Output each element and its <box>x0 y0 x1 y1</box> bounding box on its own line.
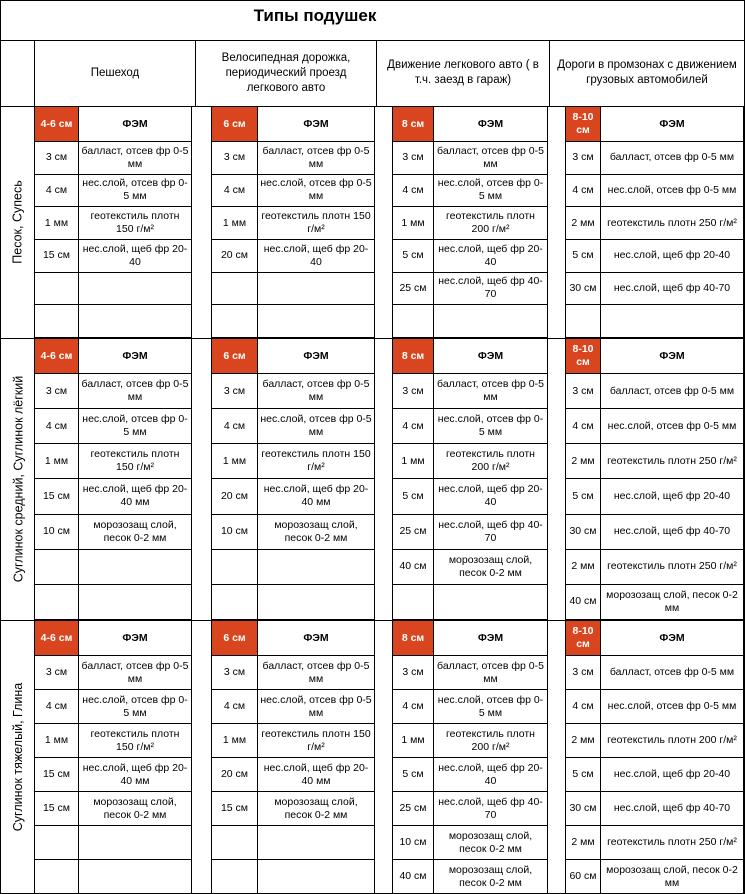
layer-material: морозозащ слой, песок 0-2 мм <box>258 792 375 826</box>
layer-material: нес.слой, щеб фр 20-40 мм <box>258 479 375 514</box>
layer-thickness: 20 см <box>211 758 258 792</box>
layer-thickness: 10 см <box>34 515 79 550</box>
layer-thickness: 3 см <box>211 374 258 409</box>
layer-material <box>601 305 744 338</box>
layer-thickness: 3 см <box>392 142 434 175</box>
layer-material: нес.слой, щеб фр 40-70 <box>601 792 744 826</box>
thickness-badge: 8-10 см <box>565 620 601 656</box>
layer-material: балласт, отсев фр 0-5 мм <box>79 656 192 690</box>
layer-material <box>258 585 375 620</box>
layer-material: геотекстиль плотн 150 г/м² <box>258 444 375 479</box>
layer-thickness: 15 см <box>34 240 79 273</box>
layer-material: балласт, отсев фр 0-5 мм <box>258 374 375 409</box>
layer-material <box>79 860 192 894</box>
thickness-badge: 4-6 см <box>34 338 79 374</box>
layer-material <box>258 860 375 894</box>
layer-material: геотекстиль плотн 200 г/м² <box>434 724 548 758</box>
layer-thickness: 4 см <box>565 409 601 444</box>
thickness-badge: 8 см <box>392 338 434 374</box>
layer-material: морозозащ слой, песок 0-2 мм <box>434 550 548 585</box>
layer-material: балласт, отсев фр 0-5 мм <box>601 656 744 690</box>
layer-material: геотекстиль плотн 150 г/м² <box>79 207 192 240</box>
layer-thickness: 4 см <box>565 175 601 208</box>
layer-material: нес.слой, щеб фр 20-40 <box>601 240 744 273</box>
layer-material: морозозащ слой, песок 0-2 мм <box>79 515 192 550</box>
layer-thickness: 15 см <box>34 758 79 792</box>
column-header: Движение легкового авто ( в т.ч. заезд в гараж) <box>387 59 539 86</box>
layer-material: нес.слой, отсев фр 0-5 мм <box>601 690 744 724</box>
layer-thickness: 4 см <box>565 690 601 724</box>
layer-thickness: 3 см <box>34 374 79 409</box>
layer-material: геотекстиль плотн 250 г/м² <box>601 550 744 585</box>
layer-material: геотекстиль плотн 250 г/м² <box>601 207 744 240</box>
layer-material: балласт, отсев фр 0-5 мм <box>79 142 192 175</box>
layer-thickness: 4 см <box>211 409 258 444</box>
layer-material: нес.слой, щеб фр 20-40 <box>434 240 548 273</box>
layer-thickness <box>211 826 258 860</box>
layer-thickness: 3 см <box>392 374 434 409</box>
layer-material: нес.слой, отсев фр 0-5 мм <box>79 409 192 444</box>
layer-thickness: 4 см <box>34 409 79 444</box>
thickness-badge: 6 см <box>211 106 258 142</box>
layer-material: балласт, отсев фр 0-5 мм <box>434 374 548 409</box>
layer-material <box>79 585 192 620</box>
fem-label: ФЭМ <box>258 620 375 656</box>
layer-thickness: 1 мм <box>211 444 258 479</box>
fem-label: ФЭМ <box>258 106 375 142</box>
layer-thickness: 5 см <box>565 479 601 514</box>
layer-material: нес.слой, щеб фр 20-40 <box>434 479 548 514</box>
layer-material: нес.слой, щеб фр 20-40 <box>601 479 744 514</box>
layer-thickness: 40 см <box>392 860 434 894</box>
layer-thickness: 5 см <box>392 240 434 273</box>
column-header: Дороги в промзонах с движением грузовых автомобилей <box>557 59 737 86</box>
layer-thickness: 2 мм <box>565 207 601 240</box>
layer-material: нес.слой, щеб фр 20-40 <box>601 758 744 792</box>
layer-material: нес.слой, отсев фр 0-5 мм <box>258 409 375 444</box>
soil-label-text: Суглинок средний, Суглинок лёгкий <box>11 375 25 583</box>
layer-thickness: 2 мм <box>565 724 601 758</box>
layer-thickness: 5 см <box>565 758 601 792</box>
column-header: Велосипедная дорожка, периодический проезд легкового авто <box>221 51 351 94</box>
layer-material: геотекстиль плотн 200 г/м² <box>434 444 548 479</box>
layer-material: геотекстиль плотн 200 г/м² <box>601 724 744 758</box>
layer-material: нес.слой, щеб фр 20-40 мм <box>79 758 192 792</box>
layer-thickness <box>392 305 434 338</box>
layer-material: нес.слой, отсев фр 0-5 мм <box>79 175 192 208</box>
layer-material: морозозащ слой, песок 0-2 мм <box>601 585 744 620</box>
layer-material: нес.слой, щеб фр 40-70 <box>601 273 744 306</box>
layer-thickness: 4 см <box>211 690 258 724</box>
thickness-badge: 8 см <box>392 620 434 656</box>
fem-label: ФЭМ <box>434 106 548 142</box>
fem-label: ФЭМ <box>601 106 744 142</box>
layer-thickness <box>392 585 434 620</box>
layer-thickness <box>565 305 601 338</box>
layer-material: нес.слой, отсев фр 0-5 мм <box>434 175 548 208</box>
layer-thickness: 15 см <box>211 792 258 826</box>
layer-thickness <box>34 860 79 894</box>
layer-material: морозозащ слой, песок 0-2 мм <box>434 860 548 894</box>
layer-material: нес.слой, отсев фр 0-5 мм <box>434 409 548 444</box>
layer-thickness: 3 см <box>565 142 601 175</box>
layer-thickness: 2 мм <box>565 826 601 860</box>
layer-thickness: 1 мм <box>34 207 79 240</box>
layer-thickness: 4 см <box>34 690 79 724</box>
layer-material: балласт, отсев фр 0-5 мм <box>258 142 375 175</box>
layer-thickness: 15 см <box>34 479 79 514</box>
layer-material: геотекстиль плотн 150 г/м² <box>258 724 375 758</box>
fem-label: ФЭМ <box>434 620 548 656</box>
layer-material: морозозащ слой, песок 0-2 мм <box>434 826 548 860</box>
layer-material <box>79 826 192 860</box>
thickness-badge: 4-6 см <box>34 620 79 656</box>
layer-thickness: 15 см <box>34 792 79 826</box>
layer-thickness: 1 мм <box>392 207 434 240</box>
layer-material: нес.слой, щеб фр 20-40 мм <box>79 479 192 514</box>
layer-thickness: 3 см <box>565 374 601 409</box>
layer-thickness: 5 см <box>392 758 434 792</box>
layer-thickness: 1 мм <box>392 444 434 479</box>
layer-material: морозозащ слой, песок 0-2 мм <box>601 860 744 894</box>
layer-thickness: 40 см <box>565 585 601 620</box>
layer-thickness: 4 см <box>211 175 258 208</box>
layer-material: геотекстиль плотн 150 г/м² <box>79 444 192 479</box>
soil-label <box>0 338 36 620</box>
layer-thickness: 5 см <box>392 479 434 514</box>
layer-material: балласт, отсев фр 0-5 мм <box>79 374 192 409</box>
layer-material: геотекстиль плотн 250 г/м² <box>601 444 744 479</box>
layer-material <box>79 550 192 585</box>
layer-material: геотекстиль плотн 200 г/м² <box>434 207 548 240</box>
layer-material: нес.слой, щеб фр 40-70 <box>434 273 548 306</box>
soil-label <box>0 106 36 338</box>
layer-thickness <box>34 585 79 620</box>
layer-material: нес.слой, щеб фр 40-70 <box>601 515 744 550</box>
layer-thickness <box>34 826 79 860</box>
layer-thickness: 3 см <box>34 656 79 690</box>
layer-material: балласт, отсев фр 0-5 мм <box>601 142 744 175</box>
layer-thickness <box>34 273 79 306</box>
layer-thickness: 1 мм <box>211 724 258 758</box>
layer-thickness: 3 см <box>392 656 434 690</box>
layer-thickness: 30 см <box>565 515 601 550</box>
layer-thickness <box>211 273 258 306</box>
fem-label: ФЭМ <box>258 338 375 374</box>
layer-thickness: 1 мм <box>211 207 258 240</box>
layer-material: морозозащ слой, песок 0-2 мм <box>258 515 375 550</box>
page-title: Типы подушек <box>253 6 377 25</box>
layer-material: балласт, отсев фр 0-5 мм <box>601 374 744 409</box>
layer-material <box>258 305 375 338</box>
layer-thickness <box>34 305 79 338</box>
layer-material: балласт, отсев фр 0-5 мм <box>258 656 375 690</box>
layer-material <box>79 305 192 338</box>
layer-thickness: 1 мм <box>34 724 79 758</box>
layer-material <box>258 826 375 860</box>
layer-thickness: 30 см <box>565 792 601 826</box>
layer-thickness: 20 см <box>211 240 258 273</box>
thickness-badge: 8-10 см <box>565 106 601 142</box>
thickness-badge: 8 см <box>392 106 434 142</box>
layer-thickness: 10 см <box>392 826 434 860</box>
layer-thickness <box>211 550 258 585</box>
fem-label: ФЭМ <box>79 106 192 142</box>
layer-material: нес.слой, щеб фр 40-70 <box>434 792 548 826</box>
layer-material: нес.слой, отсев фр 0-5 мм <box>258 690 375 724</box>
layer-material: нес.слой, отсев фр 0-5 мм <box>79 690 192 724</box>
layer-material: нес.слой, отсев фр 0-5 мм <box>601 409 744 444</box>
layer-thickness: 4 см <box>392 175 434 208</box>
layer-thickness: 25 см <box>392 515 434 550</box>
layer-thickness: 1 мм <box>392 724 434 758</box>
layer-material: геотекстиль плотн 250 г/м² <box>601 826 744 860</box>
layer-material: нес.слой, отсев фр 0-5 мм <box>258 175 375 208</box>
soil-label-text: Песок, Супесь <box>11 180 25 264</box>
column-header: Пешеход <box>90 66 140 79</box>
layer-thickness: 25 см <box>392 792 434 826</box>
layer-thickness: 3 см <box>211 142 258 175</box>
layer-thickness: 4 см <box>392 690 434 724</box>
soil-label-text: Суглинок тяжелый, Глина <box>11 682 25 832</box>
layer-material: геотекстиль плотн 150 г/м² <box>258 207 375 240</box>
layer-thickness: 20 см <box>211 479 258 514</box>
layer-material: нес.слой, щеб фр 20-40 <box>258 240 375 273</box>
layer-thickness: 3 см <box>565 656 601 690</box>
layer-material: нес.слой, щеб фр 20-40 мм <box>258 758 375 792</box>
fem-label: ФЭМ <box>601 620 744 656</box>
layer-thickness: 4 см <box>392 409 434 444</box>
layer-thickness: 10 см <box>211 515 258 550</box>
layer-thickness: 3 см <box>34 142 79 175</box>
layer-material <box>258 550 375 585</box>
layer-material: нес.слой, щеб фр 20-40 <box>79 240 192 273</box>
layer-material: нес.слой, отсев фр 0-5 мм <box>434 690 548 724</box>
layer-thickness <box>211 860 258 894</box>
thickness-badge: 4-6 см <box>34 106 79 142</box>
layer-material: нес.слой, щеб фр 40-70 <box>434 515 548 550</box>
layer-thickness: 2 мм <box>565 444 601 479</box>
layer-material: морозозащ слой, песок 0-2 мм <box>79 792 192 826</box>
layer-thickness: 40 см <box>392 550 434 585</box>
soil-label <box>0 620 36 894</box>
layer-material: геотекстиль плотн 150 г/м² <box>79 724 192 758</box>
layer-material <box>258 273 375 306</box>
layer-material <box>434 305 548 338</box>
fem-label: ФЭМ <box>434 338 548 374</box>
layer-thickness: 25 см <box>392 273 434 306</box>
layer-material <box>434 585 548 620</box>
layer-thickness: 60 см <box>565 860 601 894</box>
layer-thickness: 5 см <box>565 240 601 273</box>
layer-thickness: 3 см <box>211 656 258 690</box>
layer-thickness <box>211 305 258 338</box>
layer-thickness: 1 мм <box>34 444 79 479</box>
fem-label: ФЭМ <box>601 338 744 374</box>
layer-material: нес.слой, отсев фр 0-5 мм <box>601 175 744 208</box>
layer-material: балласт, отсев фр 0-5 мм <box>434 142 548 175</box>
layer-thickness <box>34 550 79 585</box>
layer-material: балласт, отсев фр 0-5 мм <box>434 656 548 690</box>
thickness-badge: 8-10 см <box>565 338 601 374</box>
layer-thickness: 4 см <box>34 175 79 208</box>
layer-material <box>79 273 192 306</box>
layer-thickness: 30 см <box>565 273 601 306</box>
layer-thickness: 2 мм <box>565 550 601 585</box>
fem-label: ФЭМ <box>79 338 192 374</box>
layer-thickness <box>211 585 258 620</box>
fem-label: ФЭМ <box>79 620 192 656</box>
thickness-badge: 6 см <box>211 338 258 374</box>
thickness-badge: 6 см <box>211 620 258 656</box>
layer-material: нес.слой, щеб фр 20-40 <box>434 758 548 792</box>
